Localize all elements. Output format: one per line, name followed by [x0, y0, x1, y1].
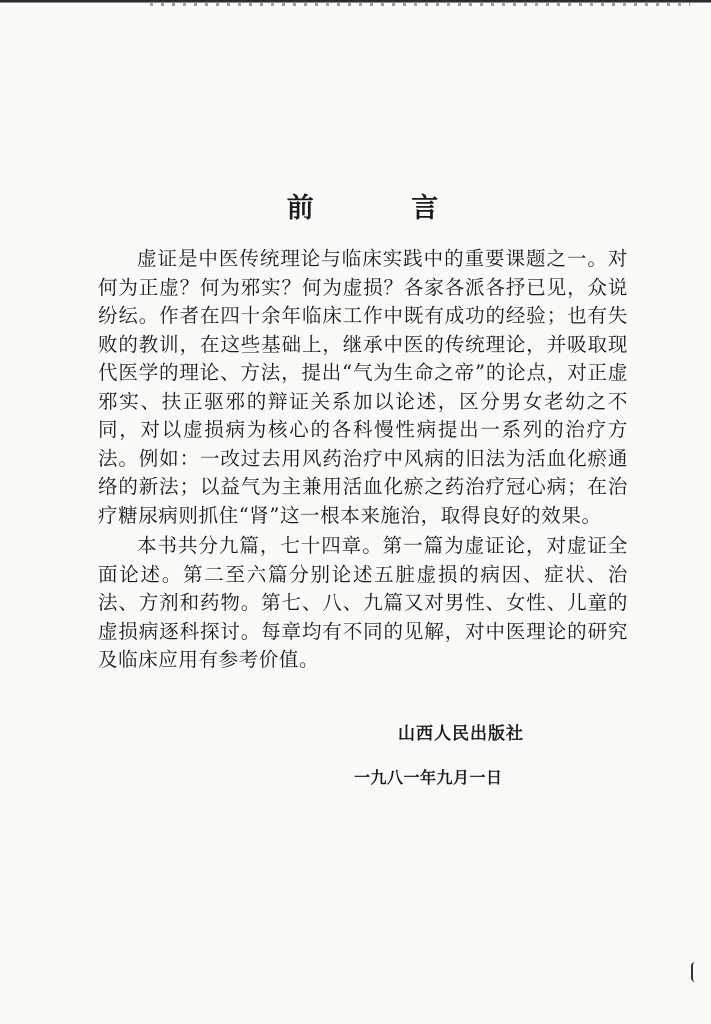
scan-mark: [691, 962, 696, 982]
page-title: 前 言: [286, 193, 483, 225]
publication-date: 一九八一年九月一日: [354, 768, 503, 787]
publisher-signature: 山西人民出版社: [398, 724, 524, 744]
paragraph-2: 本书共分九篇，七十四章。第一篇为虚证论，对虚证全面论述。第二至六篇分别论述五脏虚损的病因、症状、治法、方剂和药物。第七、八、九篇又对男性、女性、儿童的虚损病逐科探讨。每章均有不同的见解，对中医理论的研究及临床应用有参考价值。: [98, 534, 628, 671]
scan-edge-dots: [150, 3, 690, 6]
paragraph-1: 虚证是中医传统理论与临床实践中的重要课题之一。对何为正虚？何为邪实？何为虚损？各家各派各抒已见，众说纷纭。作者在四十余年临床工作中既有成功的经验；也有失败的教训，在这些基础上，继承中医的传统理论，并吸取现代医学的理论、方法，提出“气为生命之帝”的论点，对正虚邪实、扶正驱邪的辩证关系加以论述，区分男女老幼之不同，对以虚损病为核心的各科慢性病提出一系列的治疗方法。例如：一改过去用风药治疗中风病的旧法为活血化瘀通络的新法；以益气为主兼用活血化瘀之药治疗冠心病；在治疗糖尿病则抓住“肾”这一根本来施治，取得良好的效果。: [98, 247, 628, 527]
preface-body: [98, 245, 628, 675]
